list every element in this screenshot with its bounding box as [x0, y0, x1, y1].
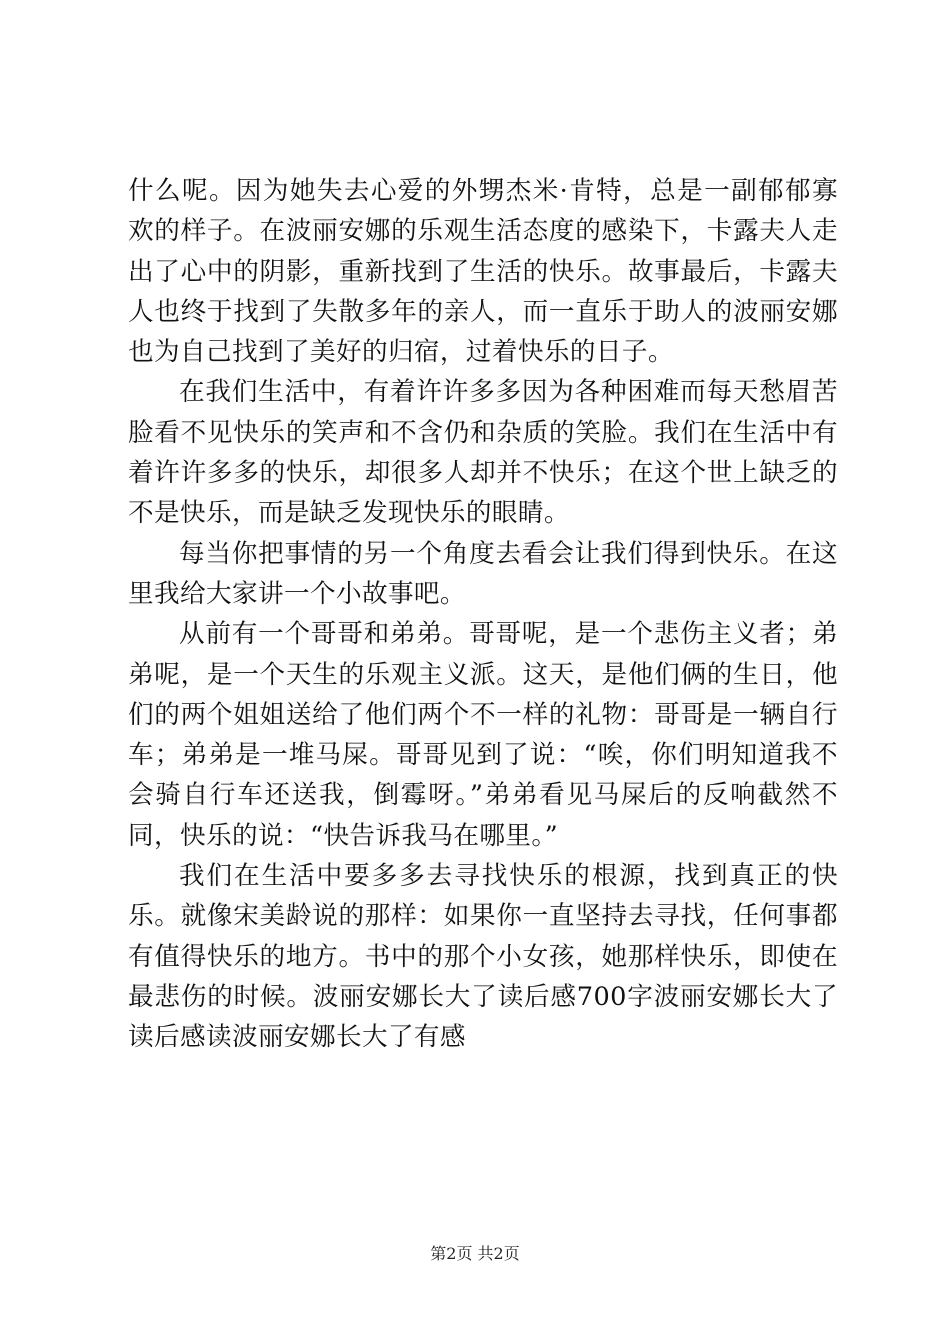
- paragraph-1: 什么呢。因为她失去心爱的外甥杰米·肯特，总是一副郁郁寡欢的样子。在波丽安娜的乐观生活态度的感染下，卡露夫人走出了心中的阴影，重新找到了生活的快乐。故事最后，卡露夫人也终于找到了失散多年的亲人，而一直乐于助人的波丽安娜也为自己找到了美好的归宿，过着快乐的日子。: [128, 176, 838, 368]
- paragraph-5: 我们在生活中要多多去寻找快乐的根源，找到真正的快乐。就像宋美龄说的那样：如果你一直坚持去寻找，任何事都有值得快乐的地方。书中的那个小女孩，她那样快乐，即使在最悲伤的时候。波丽安娜长大了读后感700字波丽安娜长大了读后感读波丽安娜长大了有感: [128, 861, 838, 1053]
- document-body: [128, 171, 838, 1058]
- page-number-label: 第2页 共2页: [430, 1244, 520, 1263]
- paragraph-4: 从前有一个哥哥和弟弟。哥哥呢，是一个悲伤主义者；弟弟呢，是一个天生的乐观主义派。这天，是他们俩的生日，他们的两个姐姐送给了他们两个不一样的礼物：哥哥是一辆自行车；弟弟是一堆马屎。哥哥见到了说：“唉，你们明知道我不会骑自行车还送我，倒霉呀。”弟弟看见马屎后的反响截然不同，快乐的说：“快告诉我马在哪里。”: [128, 619, 838, 851]
- page-footer: [0, 1243, 950, 1265]
- paragraph-2: 在我们生活中，有着许许多多因为各种困难而每天愁眉苦脸看不见快乐的笑声和不含仍和杂质的笑脸。我们在生活中有着许许多多的快乐，却很多人却并不快乐；在这个世上缺乏的不是快乐，而是缺乏发现快乐的眼睛。: [128, 377, 838, 529]
- paragraph-3: 每当你把事情的另一个角度去看会让我们得到快乐。在这里我给大家讲一个小故事吧。: [128, 538, 838, 609]
